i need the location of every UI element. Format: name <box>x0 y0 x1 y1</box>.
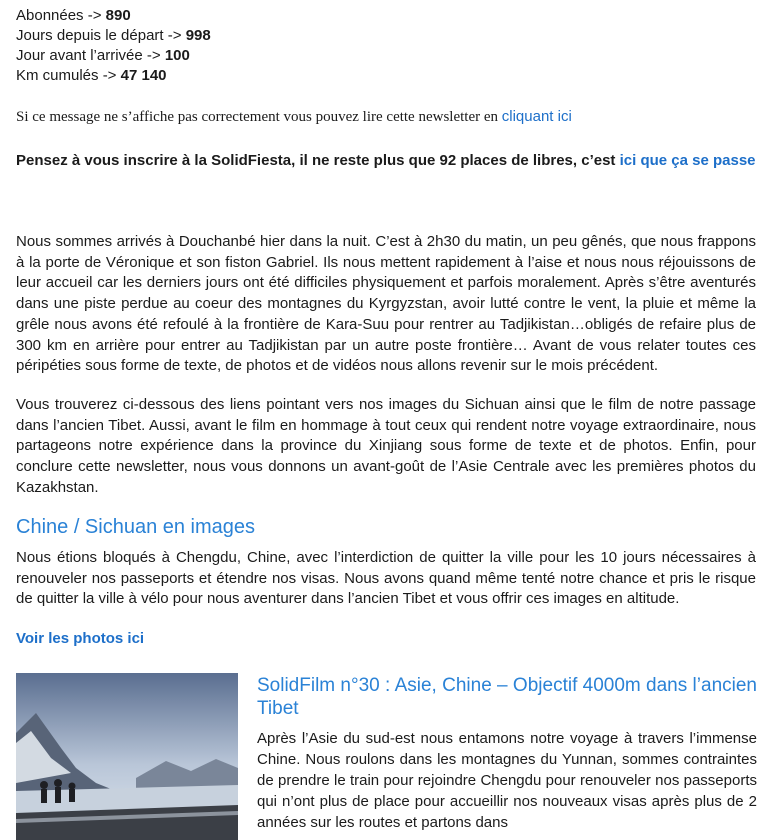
stats-block <box>16 6 211 86</box>
display-note: Si ce message ne s’affiche pas correctement vous pouvez lire cette newsletter en cliquant ici <box>16 108 572 125</box>
solidfiesta-promo: Pensez à vous inscrire à la SolidFiesta, il ne reste plus que 92 places de libres, c’est ici que ça se passe <box>16 152 756 169</box>
stat-days-before-arrival: Jour avant l’arrivée -> 100 <box>16 47 190 64</box>
section-heading: Chine / Sichuan en images <box>16 516 256 538</box>
stat-subscribers: Abonnées -> 890 <box>16 7 131 24</box>
stat-total-km: Km cumulés -> 47 140 <box>16 67 167 84</box>
stat-days-since-departure: Jours depuis le départ -> 998 <box>16 27 211 44</box>
intro-paragraph: Nous sommes arrivés à Douchanbé hier dans la nuit. C’est à 2h30 du matin, un peu gênés, que nous frappons à la porte de Véronique et son fiston Gabriel. Ils nous mettent rapidement à l’aise et nous nous réjouissons de leur accueil car les derniers jours ont été difficiles physiquement et parfois moralement. Après s’être aventurés dans une piste perdue au coeur des montagnes du Kyrgyzstan, avoir lutté contre le vent, la pluie et même la grêle nous avons été refoulé à la frontière de Kara-Suu pour rentrer au Tadjikistan…obligés de refaire plus de 300 km en arrière pour entrer au Tadjikistan par un autre poste frontière… Avant de vous relater toutes ces péripéties sous forme de texte, de photos et de vidéos nous allons revenir sur le mois précédent. <box>16 233 756 375</box>
overview-paragraph: Vous trouverez ci-dessous des liens pointant vers nos images du Sichuan ainsi que le film de notre passage dans l’ancien Tibet. Aussi, avant le film en hommage à tout ceux qui rendent notre voyage extraordinaire, nous partageons notre expérience dans la province du Xinjiang sous forme de texte et de photos. Enfin, pour conclure cette newsletter, nous vous donnons un avant-goût de l’Asie Centrale avec les premières photos du Kazakhstan. <box>16 396 756 496</box>
film-description: Après l’Asie du sud-est nous entamons notre voyage à travers l’immense Chine. Nous roulons dans les montagnes du Yunnan, sommes contraintes de prendre le train pour rejoindre Chengdu pour renouveler nos passeports qui n’ont plus de place pour accueillir nos nouveaux visas après plus de 2 années sur les routes et partons dans <box>257 730 757 831</box>
film-thumbnail[interactable] <box>16 673 238 840</box>
section-paragraph: Nous étions bloqués à Chengdu, Chine, avec l’interdiction de quitter la ville pour les 10 jours nécessaires à renouveler nos passeports et étendre nos visas. Nous avons quand même tenté notre chance et pris le risque de quitter la ville à vélo pour nous aventurer dans l’ancien Tibet et vous offrir ces images en altitude. <box>16 549 756 608</box>
web-version-link[interactable]: cliquant ici <box>501 108 572 125</box>
film-title[interactable]: SolidFilm n°30 : Asie, Chine – Objectif 4000m dans l’ancien Tibet <box>257 675 757 719</box>
solidfiesta-link[interactable]: ici que ça se passe <box>619 152 756 169</box>
photos-link[interactable]: Voir les photos ici <box>16 630 145 647</box>
